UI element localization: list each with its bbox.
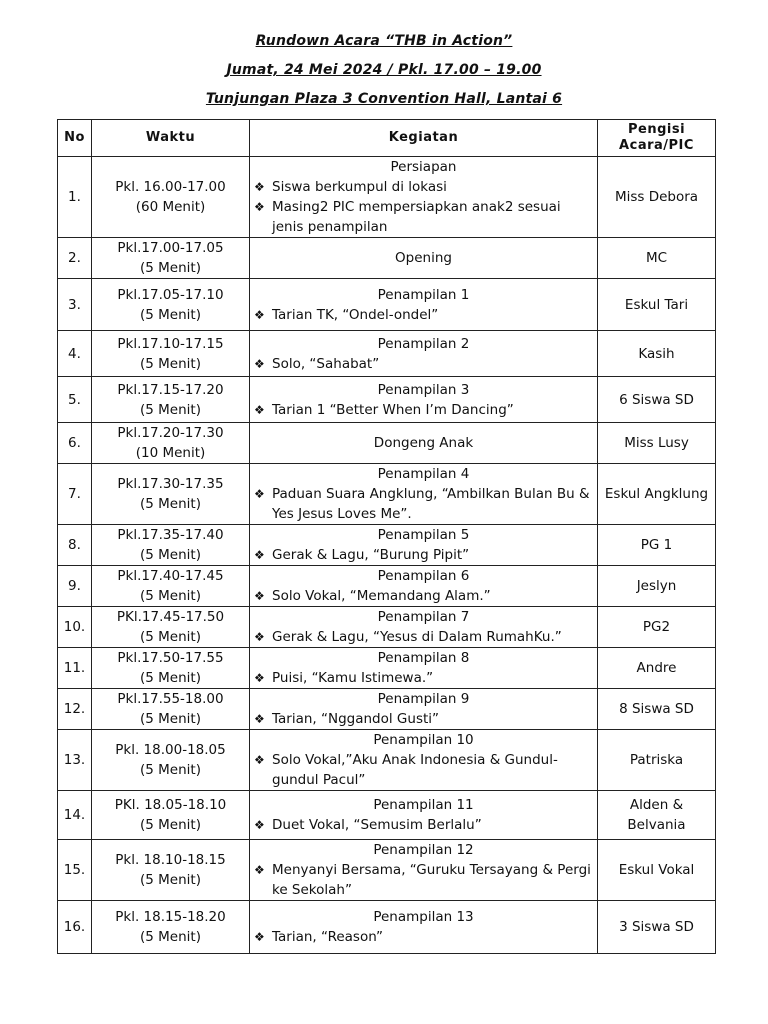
kegiatan-cell <box>250 331 598 377</box>
diamond-bullet-icon: ❖ <box>254 307 265 322</box>
row-number: 3. <box>58 279 92 331</box>
activity-item <box>254 860 593 900</box>
table-row <box>58 464 716 525</box>
diamond-bullet-icon: ❖ <box>254 863 265 877</box>
duration: (5 Menit) <box>140 547 201 563</box>
table-row <box>58 648 716 689</box>
waktu-cell <box>92 901 250 954</box>
table-row <box>58 689 716 730</box>
pic-cell: 3 Siswa SD <box>598 901 716 954</box>
table-row <box>58 791 716 840</box>
pic-cell: MC <box>598 238 716 279</box>
duration: (5 Menit) <box>140 355 201 372</box>
diamond-bullet-icon: ❖ <box>254 402 265 417</box>
activity-item-text: Siswa berkumpul di lokasi <box>272 179 447 195</box>
pic-cell: Jeslyn <box>598 566 716 607</box>
kegiatan-cell <box>250 377 598 423</box>
duration: (5 Menit) <box>140 762 201 778</box>
header-kegiatan: Kegiatan <box>250 120 598 157</box>
pic-cell: Miss Lusy <box>598 423 716 464</box>
activity-item-text: Tarian TK, “Ondel-ondel” <box>272 306 439 323</box>
document-title: Rundown Acara “THB in Action” <box>255 33 513 49</box>
time-range: PKl. 18.05-18.10 <box>114 797 227 813</box>
table-row <box>58 279 716 331</box>
diamond-bullet-icon: ❖ <box>254 200 265 214</box>
activity-item-text: Menyanyi Bersama, “Guruku Tersayang & Pergi ke Sekolah” <box>272 862 591 898</box>
diamond-bullet-icon: ❖ <box>254 589 265 603</box>
duration: (5 Menit) <box>140 711 201 727</box>
pic-cell: Eskul Angklung <box>598 464 716 525</box>
activity-item <box>254 545 593 565</box>
activity-item-text: Solo Vokal,”Aku Anak Indonesia & Gundul-gundul Pacul” <box>272 752 558 788</box>
diamond-bullet-icon: ❖ <box>254 753 265 767</box>
activity-title: Dongeng Anak <box>373 435 474 451</box>
duration: (5 Menit) <box>140 872 201 888</box>
kegiatan-cell <box>250 464 598 525</box>
activity-title: Penampilan 12 <box>373 842 474 858</box>
waktu-cell <box>92 331 250 377</box>
activity-item-text: Tarian, “Reason” <box>272 929 384 945</box>
table-header-row <box>58 120 716 157</box>
diamond-bullet-icon: ❖ <box>254 630 265 644</box>
row-number: 11. <box>58 648 92 689</box>
duration: (60 Menit) <box>135 199 206 215</box>
table-row <box>58 840 716 901</box>
duration: (5 Menit) <box>140 401 201 418</box>
diamond-bullet-icon: ❖ <box>254 712 265 726</box>
waktu-cell <box>92 689 250 730</box>
duration: (5 Menit) <box>140 588 201 604</box>
kegiatan-cell <box>250 525 598 566</box>
activity-item <box>254 709 593 729</box>
activity-item <box>254 400 593 420</box>
diamond-bullet-icon: ❖ <box>254 671 265 685</box>
pic-cell: Miss Debora <box>598 157 716 238</box>
pic-cell: Kasih <box>598 331 716 377</box>
pic-cell: Patriska <box>598 730 716 791</box>
time-range: Pkl.17.15-17.20 <box>117 381 224 398</box>
waktu-cell <box>92 525 250 566</box>
kegiatan-cell <box>250 648 598 689</box>
activity-item-text: Solo, “Sahabat” <box>272 355 380 372</box>
kegiatan-cell <box>250 689 598 730</box>
waktu-cell <box>92 377 250 423</box>
kegiatan-cell <box>250 279 598 331</box>
time-range: Pkl. 18.15-18.20 <box>115 909 226 925</box>
waktu-cell <box>92 566 250 607</box>
pic-cell: PG 1 <box>598 525 716 566</box>
time-range: Pkl.17.20-17.30 <box>117 425 224 441</box>
kegiatan-cell <box>250 791 598 840</box>
time-range: Pkl.17.55-18.00 <box>117 691 224 707</box>
duration: (5 Menit) <box>140 817 201 833</box>
pic-cell: Andre <box>598 648 716 689</box>
row-number: 15. <box>58 840 92 901</box>
activity-title: Penampilan 11 <box>373 797 474 813</box>
rundown-table <box>57 119 716 954</box>
activity-item <box>254 627 593 647</box>
diamond-bullet-icon: ❖ <box>254 180 265 194</box>
header-pic: Pengisi Acara/PIC <box>598 120 716 157</box>
row-number: 10. <box>58 607 92 648</box>
document-subtitle: Jumat, 24 Mei 2024 / Pkl. 17.00 – 19.00 <box>226 62 542 78</box>
table-row <box>58 566 716 607</box>
activity-title: Opening <box>395 250 452 266</box>
pic-cell: 6 Siswa SD <box>598 377 716 423</box>
activity-item-text: Puisi, “Kamu Istimewa.” <box>272 670 434 686</box>
activity-item-text: Masing2 PIC mempersiapkan anak2 sesuai jenis penampilan <box>272 199 561 235</box>
table-row <box>58 157 716 238</box>
waktu-cell <box>92 238 250 279</box>
row-number: 12. <box>58 689 92 730</box>
activity-item-text: Tarian, “Nggandol Gusti” <box>272 711 440 727</box>
pic-cell: PG2 <box>598 607 716 648</box>
time-range: Pkl.17.05-17.10 <box>117 286 224 303</box>
duration: (5 Menit) <box>140 929 201 945</box>
time-range: Pkl.17.35-17.40 <box>117 527 224 543</box>
activity-item <box>254 484 593 524</box>
activity-title: Penampilan 10 <box>373 732 474 748</box>
table-body <box>58 157 716 954</box>
activity-item-text: Gerak & Lagu, “Yesus di Dalam RumahKu.” <box>272 629 562 645</box>
activity-title: Penampilan 2 <box>377 335 470 352</box>
kegiatan-cell <box>250 901 598 954</box>
time-range: Pkl.17.10-17.15 <box>117 335 224 352</box>
activity-item-text: Gerak & Lagu, “Burung Pipit” <box>272 547 470 563</box>
waktu-cell <box>92 648 250 689</box>
kegiatan-cell <box>250 566 598 607</box>
pic-cell: 8 Siswa SD <box>598 689 716 730</box>
kegiatan-cell <box>250 157 598 238</box>
activity-title: Penampilan 13 <box>373 909 474 925</box>
activity-item <box>254 668 593 688</box>
row-number: 9. <box>58 566 92 607</box>
activity-title: Penampilan 7 <box>377 609 470 625</box>
row-number: 2. <box>58 238 92 279</box>
row-number: 4. <box>58 331 92 377</box>
activity-title: Penampilan 4 <box>377 466 470 482</box>
table-row <box>58 901 716 954</box>
row-number: 1. <box>58 157 92 238</box>
activity-item <box>254 927 593 947</box>
activity-item <box>254 177 593 197</box>
table-row <box>58 377 716 423</box>
duration: (5 Menit) <box>140 306 201 323</box>
row-number: 5. <box>58 377 92 423</box>
waktu-cell <box>92 840 250 901</box>
table-row <box>58 730 716 791</box>
waktu-cell <box>92 423 250 464</box>
kegiatan-cell <box>250 840 598 901</box>
header-no: No <box>58 120 92 157</box>
time-range: Pkl.17.50-17.55 <box>117 650 224 666</box>
duration: (5 Menit) <box>140 629 201 645</box>
pic-cell: Eskul Vokal <box>598 840 716 901</box>
row-number: 16. <box>58 901 92 954</box>
activity-title: Penampilan 9 <box>377 691 470 707</box>
table-row <box>58 607 716 648</box>
activity-item-text: Paduan Suara Angklung, “Ambilkan Bulan Bu & Yes Jesus Loves Me”. <box>272 486 590 522</box>
table-row <box>58 331 716 377</box>
activity-item <box>254 197 593 237</box>
diamond-bullet-icon: ❖ <box>254 548 265 562</box>
table-row <box>58 238 716 279</box>
time-range: Pkl.17.40-17.45 <box>117 568 224 584</box>
activity-item <box>254 305 593 325</box>
diamond-bullet-icon: ❖ <box>254 487 265 501</box>
diamond-bullet-icon: ❖ <box>254 356 265 371</box>
pic-cell: Alden & Belvania <box>598 791 716 840</box>
time-range: Pkl. 16.00-17.00 <box>115 179 226 195</box>
diamond-bullet-icon: ❖ <box>254 818 265 832</box>
waktu-cell <box>92 279 250 331</box>
kegiatan-cell <box>250 607 598 648</box>
table-row <box>58 525 716 566</box>
activity-item <box>254 750 593 790</box>
waktu-cell <box>92 791 250 840</box>
time-range: Pkl.17.00-17.05 <box>117 240 224 256</box>
activity-title: Penampilan 3 <box>377 381 470 398</box>
kegiatan-cell <box>250 423 598 464</box>
document-venue: Tunjungan Plaza 3 Convention Hall, Lantai 6 <box>205 91 563 107</box>
time-range: PKl.17.45-17.50 <box>116 609 225 625</box>
activity-title: Persiapan <box>390 159 457 175</box>
row-number: 7. <box>58 464 92 525</box>
duration: (5 Menit) <box>140 260 201 276</box>
time-range: Pkl. 18.10-18.15 <box>115 852 226 868</box>
duration: (10 Menit) <box>135 445 206 461</box>
row-number: 13. <box>58 730 92 791</box>
waktu-cell <box>92 157 250 238</box>
kegiatan-cell <box>250 730 598 791</box>
activity-item-text: Solo Vokal, “Memandang Alam.” <box>272 588 491 604</box>
duration: (5 Menit) <box>140 496 201 512</box>
row-number: 8. <box>58 525 92 566</box>
activity-title: Penampilan 1 <box>377 286 470 303</box>
duration: (5 Menit) <box>140 670 201 686</box>
activity-title: Penampilan 6 <box>377 568 470 584</box>
activity-item <box>254 354 593 374</box>
waktu-cell <box>92 730 250 791</box>
time-range: Pkl.17.30-17.35 <box>117 476 224 492</box>
activity-title: Penampilan 8 <box>377 650 470 666</box>
activity-item <box>254 586 593 606</box>
waktu-cell <box>92 464 250 525</box>
activity-title: Penampilan 5 <box>377 527 470 543</box>
activity-item-text: Tarian 1 “Better When I’m Dancing” <box>272 401 514 418</box>
kegiatan-cell <box>250 238 598 279</box>
waktu-cell <box>92 607 250 648</box>
time-range: Pkl. 18.00-18.05 <box>115 742 226 758</box>
activity-item <box>254 815 593 835</box>
row-number: 14. <box>58 791 92 840</box>
row-number: 6. <box>58 423 92 464</box>
header-waktu: Waktu <box>92 120 250 157</box>
pic-cell: Eskul Tari <box>598 279 716 331</box>
diamond-bullet-icon: ❖ <box>254 930 265 944</box>
table-row <box>58 423 716 464</box>
activity-item-text: Duet Vokal, “Semusim Berlalu” <box>272 817 482 833</box>
